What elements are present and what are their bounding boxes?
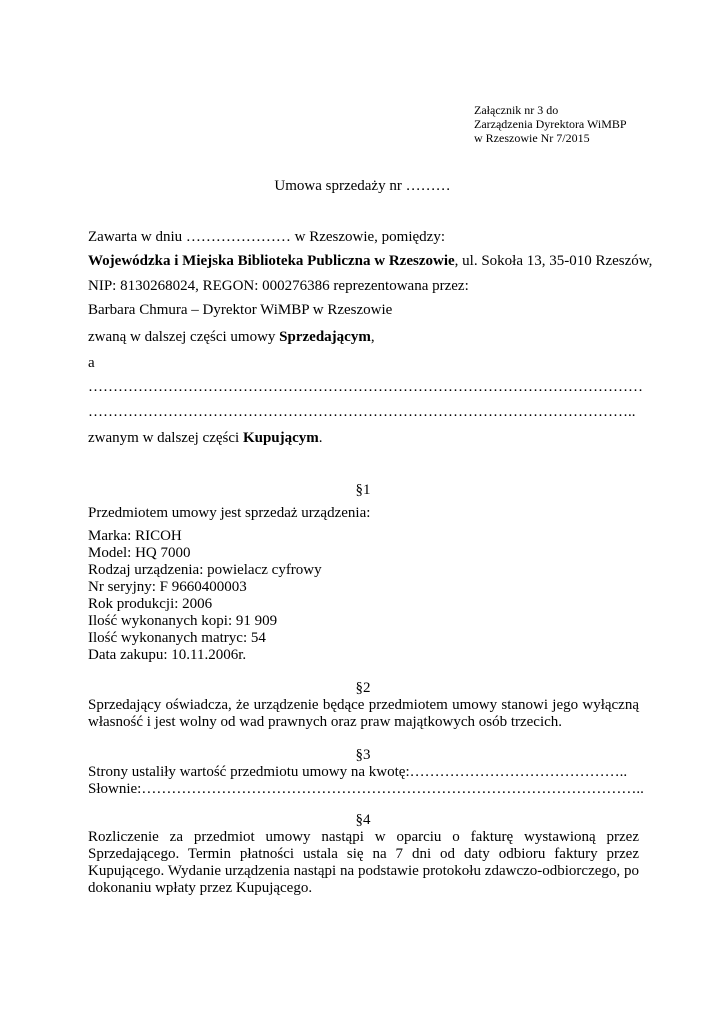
seller-called-prefix: zwaną w dalszej części umowy (88, 329, 280, 345)
section-2-heading: §2 (355, 680, 371, 696)
buyer-called-line (88, 428, 323, 448)
representative: Barbara Chmura – Dyrektor WiMBP w Rzeszowie (88, 302, 393, 318)
price-line: Strony ustaliły wartość przedmiotu umowy na kwotę:…………………………………….. (88, 764, 628, 780)
seller-term: Sprzedającym (279, 329, 371, 345)
concluded-line: Zawarta w dniu ………………… w Rzeszowie, pomiędzy: (88, 229, 446, 245)
device-detail-item: Ilość wykonanych kopi: 91 909 (88, 613, 278, 629)
section-2-text: Sprzedający oświadcza, że urządzenie będące przedmiotem umowy stanowi jego wyłączną własność i jest wolny od wad prawnych oraz praw majątkowych osób trzecich. (88, 697, 639, 730)
buyer-blank-2: ……………………………………………………………………………………………….. (88, 404, 636, 420)
annex-line-1: Załącznik nr 3 do (474, 103, 559, 117)
buyer-called-suffix: . (318, 430, 323, 446)
price-words-line: Słownie:……………………………………………………………………………………….. (88, 781, 644, 797)
seller-called-line (88, 327, 375, 347)
seller-ids: NIP: 8130268024, REGON: 000276386 reprezentowana przez: (88, 278, 469, 294)
device-details (88, 528, 639, 664)
section-4-heading: §4 (355, 812, 371, 828)
buyer-term: Kupującym (242, 430, 319, 446)
seller-address: , ul. Sokoła 13, 35-010 Rzeszów, (454, 253, 653, 269)
device-detail-item: Nr seryjny: F 9660400003 (88, 579, 247, 595)
section-4-text: Rozliczenie za przedmiot umowy nastąpi w oparciu o fakturę wystawioną przez Sprzedającego. Termin płatności ustala się na 7 dni od daty odbioru faktury przez Kupującego. Wydanie urządzenia nastąpi na podstawie protokołu zdawczo-odbiorczego, po dokonaniu wpłaty przez Kupującego. (88, 829, 639, 896)
seller-line (88, 251, 652, 271)
section-3-heading: §3 (355, 747, 371, 763)
contract-title: Umowa sprzedaży nr ……… (274, 178, 451, 194)
device-detail-item: Rodzaj urządzenia: powielacz cyfrowy (88, 562, 322, 578)
device-detail-item: Marka: RICOH (88, 528, 182, 544)
device-detail-item: Rok produkcji: 2006 (88, 596, 213, 612)
annex-note (474, 103, 627, 145)
section-3-body (88, 764, 644, 798)
device-detail-item: Ilość wykonanych matryc: 54 (88, 630, 266, 646)
seller-called-suffix: , (370, 329, 375, 345)
annex-line-3: w Rzeszowie Nr 7/2015 (474, 131, 590, 145)
seller-name: Wojewódzka i Miejska Biblioteka Publiczna w Rzeszowie (88, 253, 455, 269)
buyer-called-prefix: zwanym w dalszej części (88, 430, 243, 446)
annex-line-2: Zarządzenia Dyrektora WiMBP (474, 117, 627, 131)
section-1-intro: Przedmiotem umowy jest sprzedaż urządzenia: (88, 505, 371, 521)
buyer-blank-1: ………………………………………………………………………………………………… (88, 379, 643, 395)
device-detail-item: Data zakupu: 10.11.2006r. (88, 647, 247, 663)
device-detail-item: Model: HQ 7000 (88, 545, 191, 561)
section-1-heading: §1 (355, 482, 371, 498)
and-line: a (88, 355, 95, 371)
